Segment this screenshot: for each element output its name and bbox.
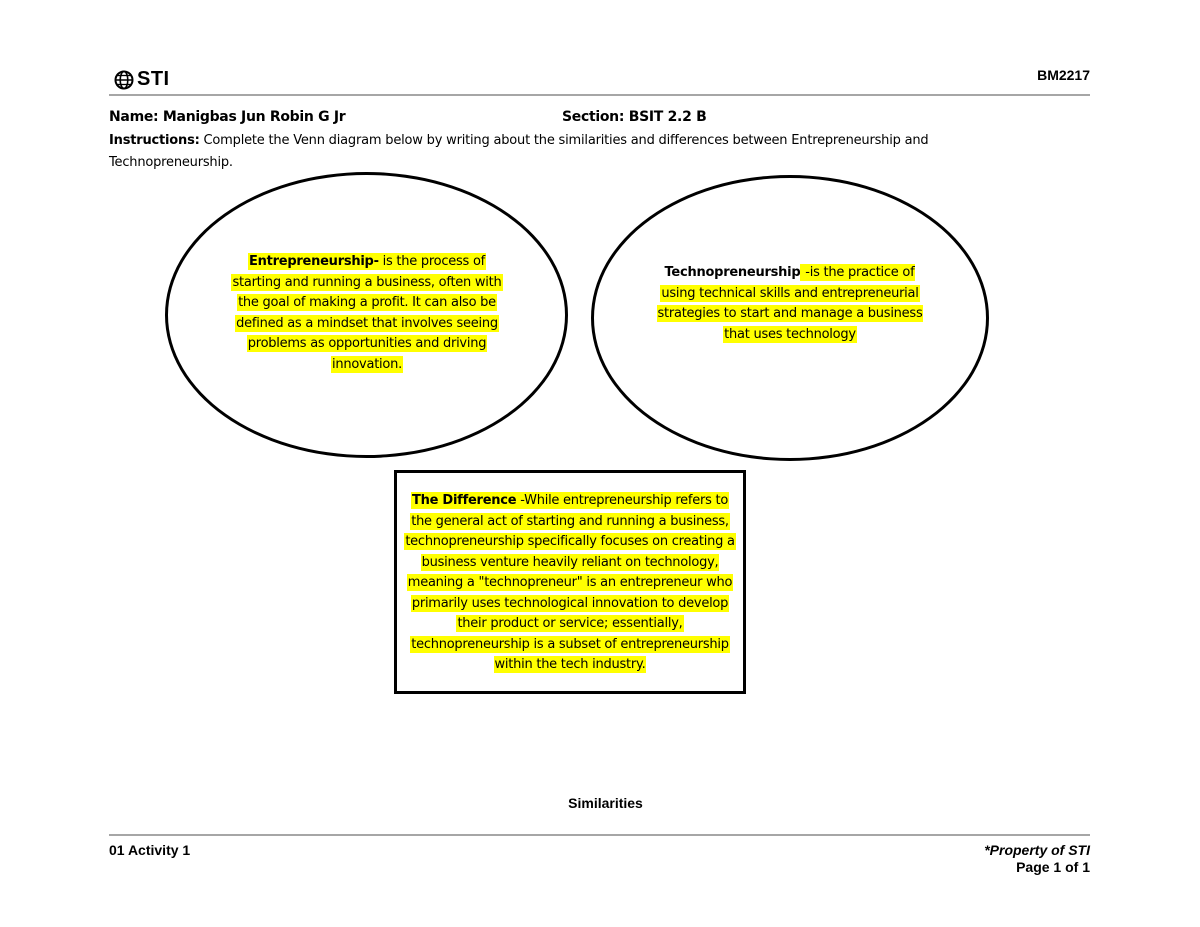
document-code: BM2217: [1037, 67, 1090, 83]
header-divider: [109, 94, 1090, 96]
activity-label: 01 Activity 1: [109, 842, 191, 858]
page-number: Page 1 of 1: [1016, 858, 1090, 875]
entrepreneurship-definition: is the process of starting and running a business, often with the goal of making a profit. It can also be defined as a mindset that involves seeing problems as opportunities and driving innovation.: [232, 254, 502, 372]
entrepreneurship-term: Entrepreneurship-: [249, 254, 379, 269]
globe-icon: [114, 70, 134, 90]
footer-divider: [109, 834, 1090, 836]
student-name: Name: Manigbas Jun Robin G Jr: [109, 109, 346, 125]
technopreneurship-term: Technopreneurship: [664, 265, 801, 280]
entrepreneurship-text: [228, 252, 506, 375]
logo-text: STI: [137, 68, 170, 90]
technopreneurship-text: [650, 263, 930, 345]
similarities-label: Similarities: [568, 795, 643, 811]
difference-text: [400, 491, 740, 676]
difference-term: The Difference: [411, 493, 517, 508]
instructions-label: Instructions:: [109, 133, 200, 148]
student-section: Section: BSIT 2.2 B: [562, 109, 707, 125]
instructions: [109, 130, 1009, 174]
technopreneurship-definition: -is the practice of using technical skills and entrepreneurial strategies to start and manage a business that uses technology: [657, 265, 923, 342]
sti-logo: [114, 68, 170, 91]
property-label: *Property of STI: [984, 842, 1090, 858]
footer-right: [984, 842, 1090, 875]
instructions-text: Complete the Venn diagram below by writing about the similarities and differences between Entrepreneurship and Technopreneurship.: [109, 133, 929, 170]
difference-definition: -While entrepreneurship refers to the general act of starting and running a business, technopreneurship specifically focuses on creating a business venture heavily reliant on technology, meaning a "technopreneur" is an entrepreneur who primarily uses technological innovation to develop their product or service; essentially, technopreneurship is a subset of entrepreneurship within the tech industry.: [405, 493, 735, 672]
